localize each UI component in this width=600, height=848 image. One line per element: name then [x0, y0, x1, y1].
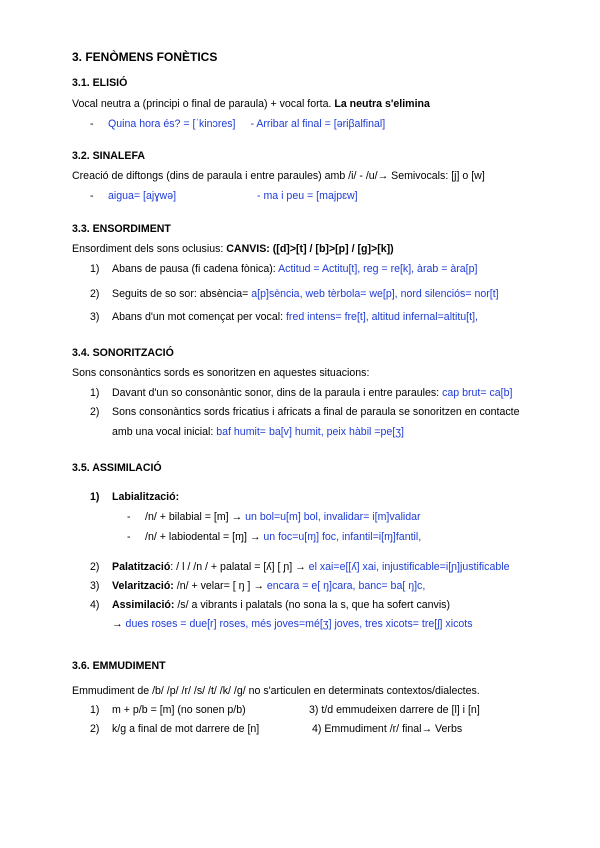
- label: Assimilació:: [112, 599, 175, 611]
- paragraph: Creació de diftongs (dins de paraula i entre paraules) amb /i/ - /u/→ Semivocals: [j] o [w]: [72, 170, 485, 182]
- item-number: 4): [90, 599, 100, 611]
- section-heading-sinalefa: 3.2. SINALEFA: [72, 150, 145, 162]
- text: Abans de pausa (fi cadena fònica):: [112, 263, 279, 275]
- example: baf humit= ba[v] humit, peix hàbil =pe[ʒ]: [216, 426, 404, 438]
- dash: -: [127, 511, 131, 523]
- sub-item: [127, 531, 421, 543]
- example: el xai=e[[ʎ] xai, injustificable=i[ɲ]justificable: [308, 561, 510, 573]
- example: - Arribar al final = [əriβalfinal]: [250, 118, 386, 130]
- item-number: 3): [90, 580, 100, 592]
- item-number: 2): [90, 406, 100, 418]
- list-item: [90, 288, 499, 300]
- section-heading-ensordiment: 3.3. ENSORDIMENT: [72, 223, 171, 235]
- list-item: [90, 704, 246, 716]
- item-number: 3): [90, 311, 100, 323]
- text: Davant d'un so consonàntic sonor, dins de la paraula i entre paraules:: [112, 387, 443, 399]
- example: aigua= [ajɣwə]: [108, 190, 177, 202]
- example: cap brut= ca[b]: [442, 387, 513, 399]
- sub-item: [127, 511, 421, 523]
- text: : / l / /n / + palatal = [ʎ] [ ɲ] →: [170, 561, 309, 573]
- paragraph: [72, 243, 394, 255]
- section-heading-sonoritzacio: 3.4. SONORITZACIÓ: [72, 347, 174, 359]
- bold-text: CANVIS: ([d]>[t] / [b]>[p] / [g]>[k]): [226, 243, 394, 255]
- item-number: 1): [90, 491, 100, 503]
- list-item: 3) t/d emmudeixen darrere de [l] i [n]: [309, 704, 480, 716]
- label: Velarització:: [112, 580, 174, 592]
- label: Palatització: [112, 561, 171, 573]
- dash: -: [90, 190, 94, 202]
- paragraph: [72, 98, 430, 110]
- text: m + p/b = [m] (no sonen p/b): [112, 704, 246, 716]
- item-number: 2): [90, 723, 100, 735]
- paragraph: Sons consonàntics sords es sonoritzen en aquestes situacions:: [72, 367, 370, 379]
- example: a[p]sència, web tèrbola= we[p], nord silenciós= nor[t]: [251, 288, 499, 300]
- text: k/g a final de mot darrere de [n]: [112, 723, 260, 735]
- list-item: 4) Emmudiment /r/ final→ Verbs: [312, 723, 463, 735]
- example: - ma i peu = [majpɛw]: [257, 190, 358, 202]
- example-line: [90, 190, 176, 202]
- text: /n/ + labiodental = [ɱ] →: [145, 531, 264, 543]
- item-number: 2): [90, 561, 100, 573]
- text: /n/ + bilabial = [m] →: [145, 511, 246, 523]
- example: un foc=u[ɱ] foc, infantil=i[ɱ]fantil,: [263, 531, 422, 543]
- item-number: 1): [90, 387, 100, 399]
- example-line: [90, 118, 385, 130]
- text: Abans d'un mot començat per vocal:: [112, 311, 286, 323]
- section-heading-assimilacio: 3.5. ASSIMILACIÓ: [72, 462, 162, 474]
- item-number: 1): [90, 704, 100, 716]
- text: Vocal neutra a (principi o final de paraula) + vocal forta.: [72, 98, 335, 110]
- text: Ensordiment dels sons oclusius:: [72, 243, 227, 255]
- section-heading-emmudiment: 3.6. EMMUDIMENT: [72, 660, 166, 672]
- page-title: 3. FENÒMENS FONÈTICS: [72, 50, 218, 64]
- list-item-continuation: [112, 618, 473, 630]
- text: Seguits de so sor: absència=: [112, 288, 252, 300]
- example: dues roses = due[r] roses, més joves=mé[ʒ] joves, tres xicots= tre[ʃ] xicots: [125, 618, 473, 630]
- item-number: 1): [90, 263, 100, 275]
- text: /s/ a vibrants i palatals (no sona la s, que ha sofert canvis): [174, 599, 450, 611]
- item-number: 2): [90, 288, 100, 300]
- example: fred intens= fre[t], altitud infernal=altitu[t],: [285, 311, 478, 323]
- list-item: [90, 580, 425, 592]
- example: un bol=u[m] bol, invalidar= i[m]validar: [245, 511, 421, 523]
- dash: -: [127, 531, 131, 543]
- list-item: [90, 311, 478, 323]
- paragraph: Emmudiment de /b/ /p/ /r/ /s/ /t/ /k/ /g/ no s'articulen en determinats contextos/dialectes.: [72, 685, 480, 697]
- text: amb una vocal inicial:: [112, 426, 217, 438]
- label: Labialització:: [112, 491, 180, 503]
- list-item: [90, 561, 509, 573]
- bold-text: La neutra s'elimina: [334, 98, 430, 110]
- arrow: →: [112, 618, 126, 630]
- text: Sons consonàntics sords fricatius i africats a final de paraula se sonoritzen en contacte: [112, 406, 520, 418]
- list-item: [90, 491, 179, 503]
- example: Actitud = Actitu[t], reg = re[k], àrab = àra[p]: [278, 263, 478, 275]
- section-heading-elisio: 3.1. ELISIÓ: [72, 77, 128, 89]
- dash: -: [90, 118, 94, 130]
- example: encara = e[ ŋ]cara, banc= ba[ ŋ]c,: [266, 580, 426, 592]
- list-item: [90, 406, 520, 418]
- list-item-continuation: [112, 426, 404, 438]
- text: /n/ + velar= [ ŋ ] →: [173, 580, 267, 592]
- example: Quina hora és? = [ˈkinɔres]: [108, 118, 236, 130]
- list-item: [90, 723, 259, 735]
- list-item: [90, 599, 450, 611]
- list-item: [90, 263, 477, 275]
- list-item: [90, 387, 512, 399]
